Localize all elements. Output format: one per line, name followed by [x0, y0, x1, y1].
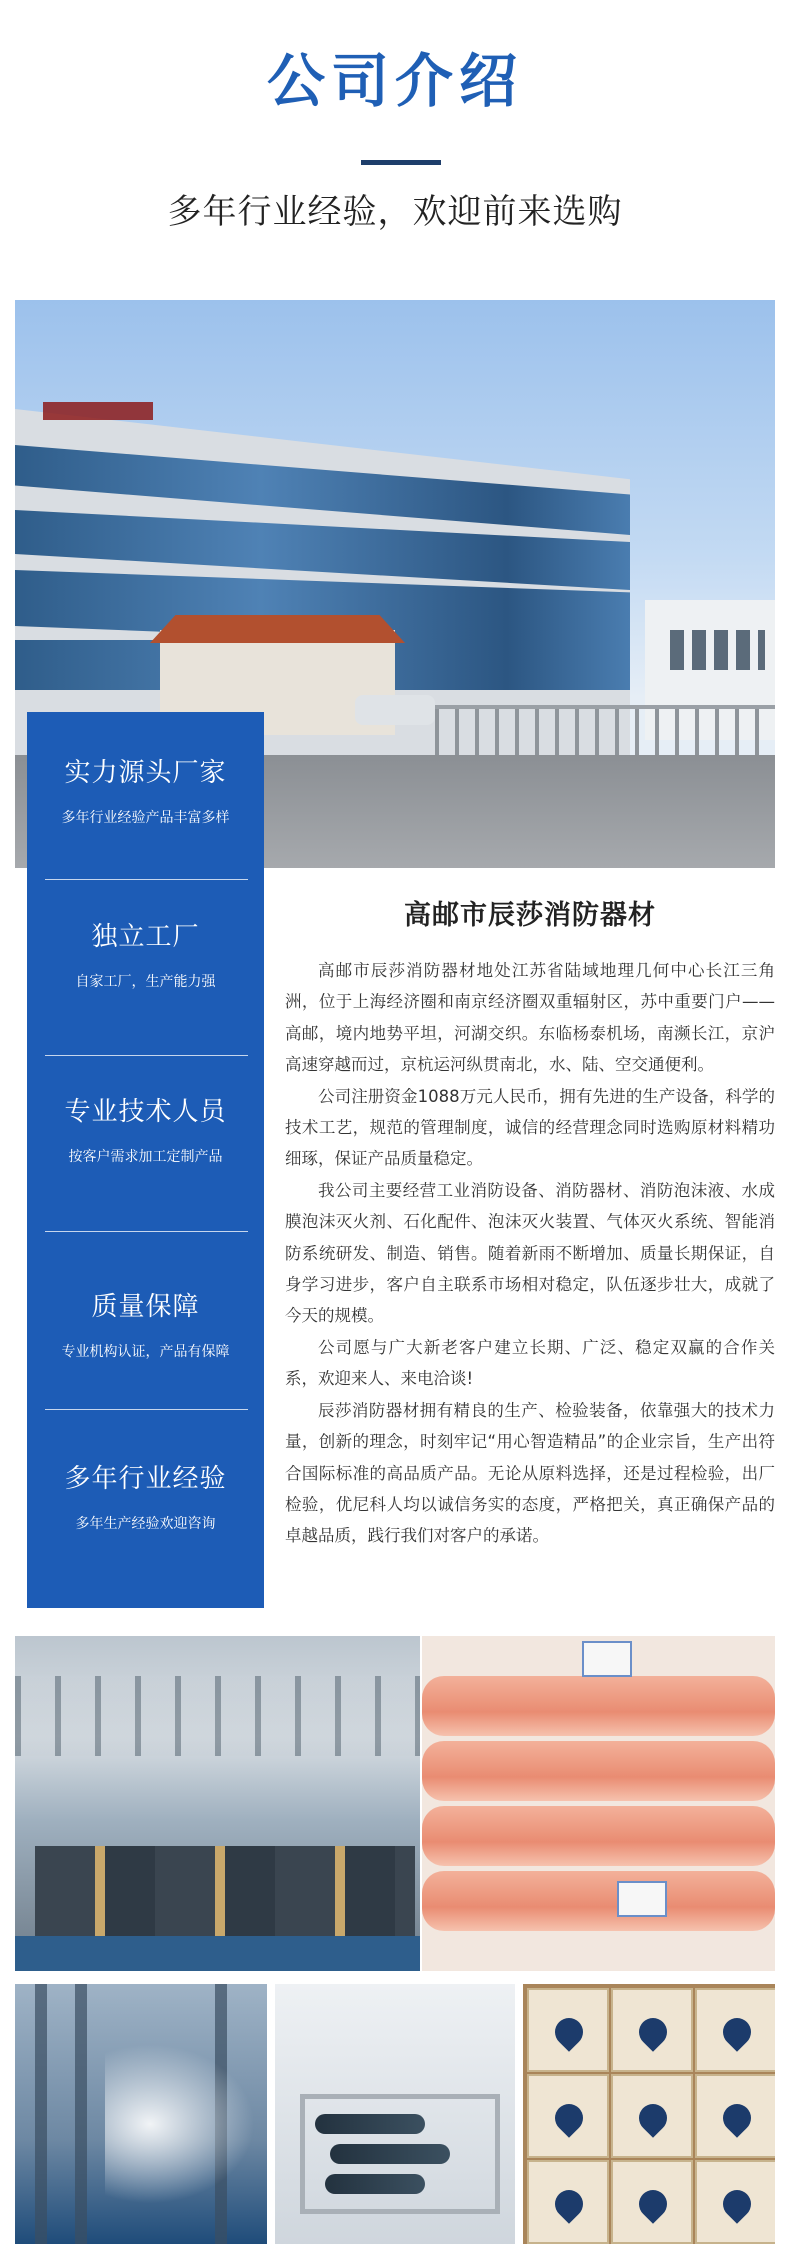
building-sign — [43, 402, 153, 420]
feature-item — [27, 758, 264, 827]
workshop-shelving — [15, 1676, 420, 1756]
boxed-inventory-photo — [523, 1984, 775, 2244]
product-package — [422, 1871, 775, 1931]
feature-desc: 自家工厂，生产能力强 — [75, 974, 216, 991]
product-box — [527, 2074, 609, 2158]
company-description — [285, 955, 775, 1552]
product-box — [695, 2074, 775, 2158]
feature-desc: 多年行业经验产品丰富多样 — [61, 810, 230, 827]
description-paragraph: 公司愿与广大新老客户建立长期、广泛、稳定双赢的合作关系，欢迎来人、来电洽谈! — [285, 1337, 775, 1389]
feature-item — [27, 1464, 264, 1533]
description-paragraph: 高邮市辰莎消防器材地处江苏省陆域地理几何中心长江三角洲，位于上海经济圈和南京经济圈双重辐射区，苏中重要门户——高邮，境内地势平坦，河湖交织。东临杨泰机场，南濒长江，京沪高速穿越而过，京杭运河纵贯南北，水、陆、空交通便利。 — [285, 961, 775, 1075]
feature-title: 专业技术人员 — [64, 1097, 227, 1127]
title-underline — [361, 160, 441, 165]
product-box — [695, 1988, 775, 2072]
description-paragraph: 辰莎消防器材拥有精良的生产、检验装备，依靠强大的技术力量，创新的理念，时刻牢记“用心智造精品”的企业宗旨，生产出符合国际标准的高品质产品。无论从原料选择，还是过程检验，出厂检验，优尼科人均以诚信务实的态度，严格把关，真正确保产品的卓越品质，践行我们对客户的承诺。 — [285, 1400, 775, 1546]
sewing-machines — [35, 1846, 415, 1936]
gas-cylinder — [315, 2114, 425, 2134]
feature-desc: 专业机构认证，产品有保障 — [61, 1344, 230, 1361]
shelf-label — [582, 1641, 632, 1677]
feature-divider — [45, 1231, 248, 1232]
spray-test-photo — [15, 1984, 267, 2244]
shelf-label — [617, 1881, 667, 1917]
pillar — [35, 1984, 47, 2244]
page-subtitle: 多年行业经验，欢迎前来选购 — [167, 192, 623, 232]
product-box — [611, 1988, 693, 2072]
product-box — [527, 2160, 609, 2244]
description-paragraph: 我公司主要经营工业消防设备、消防器材、消防泡沫液、水成膜泡沫灭火剂、石化配件、泡沫灭火装置、气体灭火系统、智能消防系统研发、制造、销售。随着新雨不断增加、质量长期保证，自身学习进步，客户自主联系市场相对稳定，队伍逐步壮大，成就了今天的规模。 — [285, 1180, 775, 1326]
page-title: 公司介绍 — [266, 47, 523, 115]
water-spray — [105, 2044, 255, 2204]
sewing-workshop-photo — [15, 1636, 420, 1971]
feature-title: 多年行业经验 — [64, 1464, 227, 1494]
feature-divider — [45, 1409, 248, 1410]
gas-cylinder — [330, 2144, 450, 2164]
product-package — [422, 1741, 775, 1801]
pillar — [75, 1984, 87, 2244]
assembly-station-photo — [275, 1984, 515, 2244]
retractable-gate — [435, 705, 775, 760]
feature-item — [27, 1097, 264, 1166]
product-box — [527, 1988, 609, 2072]
product-box — [611, 2074, 693, 2158]
product-box — [611, 2160, 693, 2244]
product-package — [422, 1676, 775, 1736]
feature-divider — [45, 1055, 248, 1056]
guard-house-roof — [150, 615, 405, 643]
feature-title: 质量保障 — [91, 1292, 200, 1322]
parked-car — [355, 695, 435, 725]
feature-item — [27, 1292, 264, 1361]
feature-title: 实力源头厂家 — [64, 758, 227, 788]
feature-divider — [45, 879, 248, 880]
side-building-windows — [670, 630, 765, 670]
description-paragraph: 公司注册资金1088万元人民币，拥有先进的生产设备，科学的技术工艺，规范的管理制度，诚信的经营理念同时选购原材料精功细琢，保证产品质量稳定。 — [285, 1086, 775, 1169]
gas-cylinder — [325, 2174, 425, 2194]
product-package — [422, 1806, 775, 1866]
feature-desc: 按客户需求加工定制产品 — [68, 1149, 223, 1166]
company-name: 高邮市辰莎消防器材 — [404, 900, 656, 931]
packaged-products-photo — [422, 1636, 775, 1971]
feature-item — [27, 922, 264, 991]
features-panel — [27, 712, 264, 1608]
feature-title: 独立工厂 — [91, 922, 200, 952]
feature-desc: 多年生产经验欢迎咨询 — [75, 1516, 216, 1533]
workshop-floor — [15, 1936, 420, 1971]
product-box — [695, 2160, 775, 2244]
